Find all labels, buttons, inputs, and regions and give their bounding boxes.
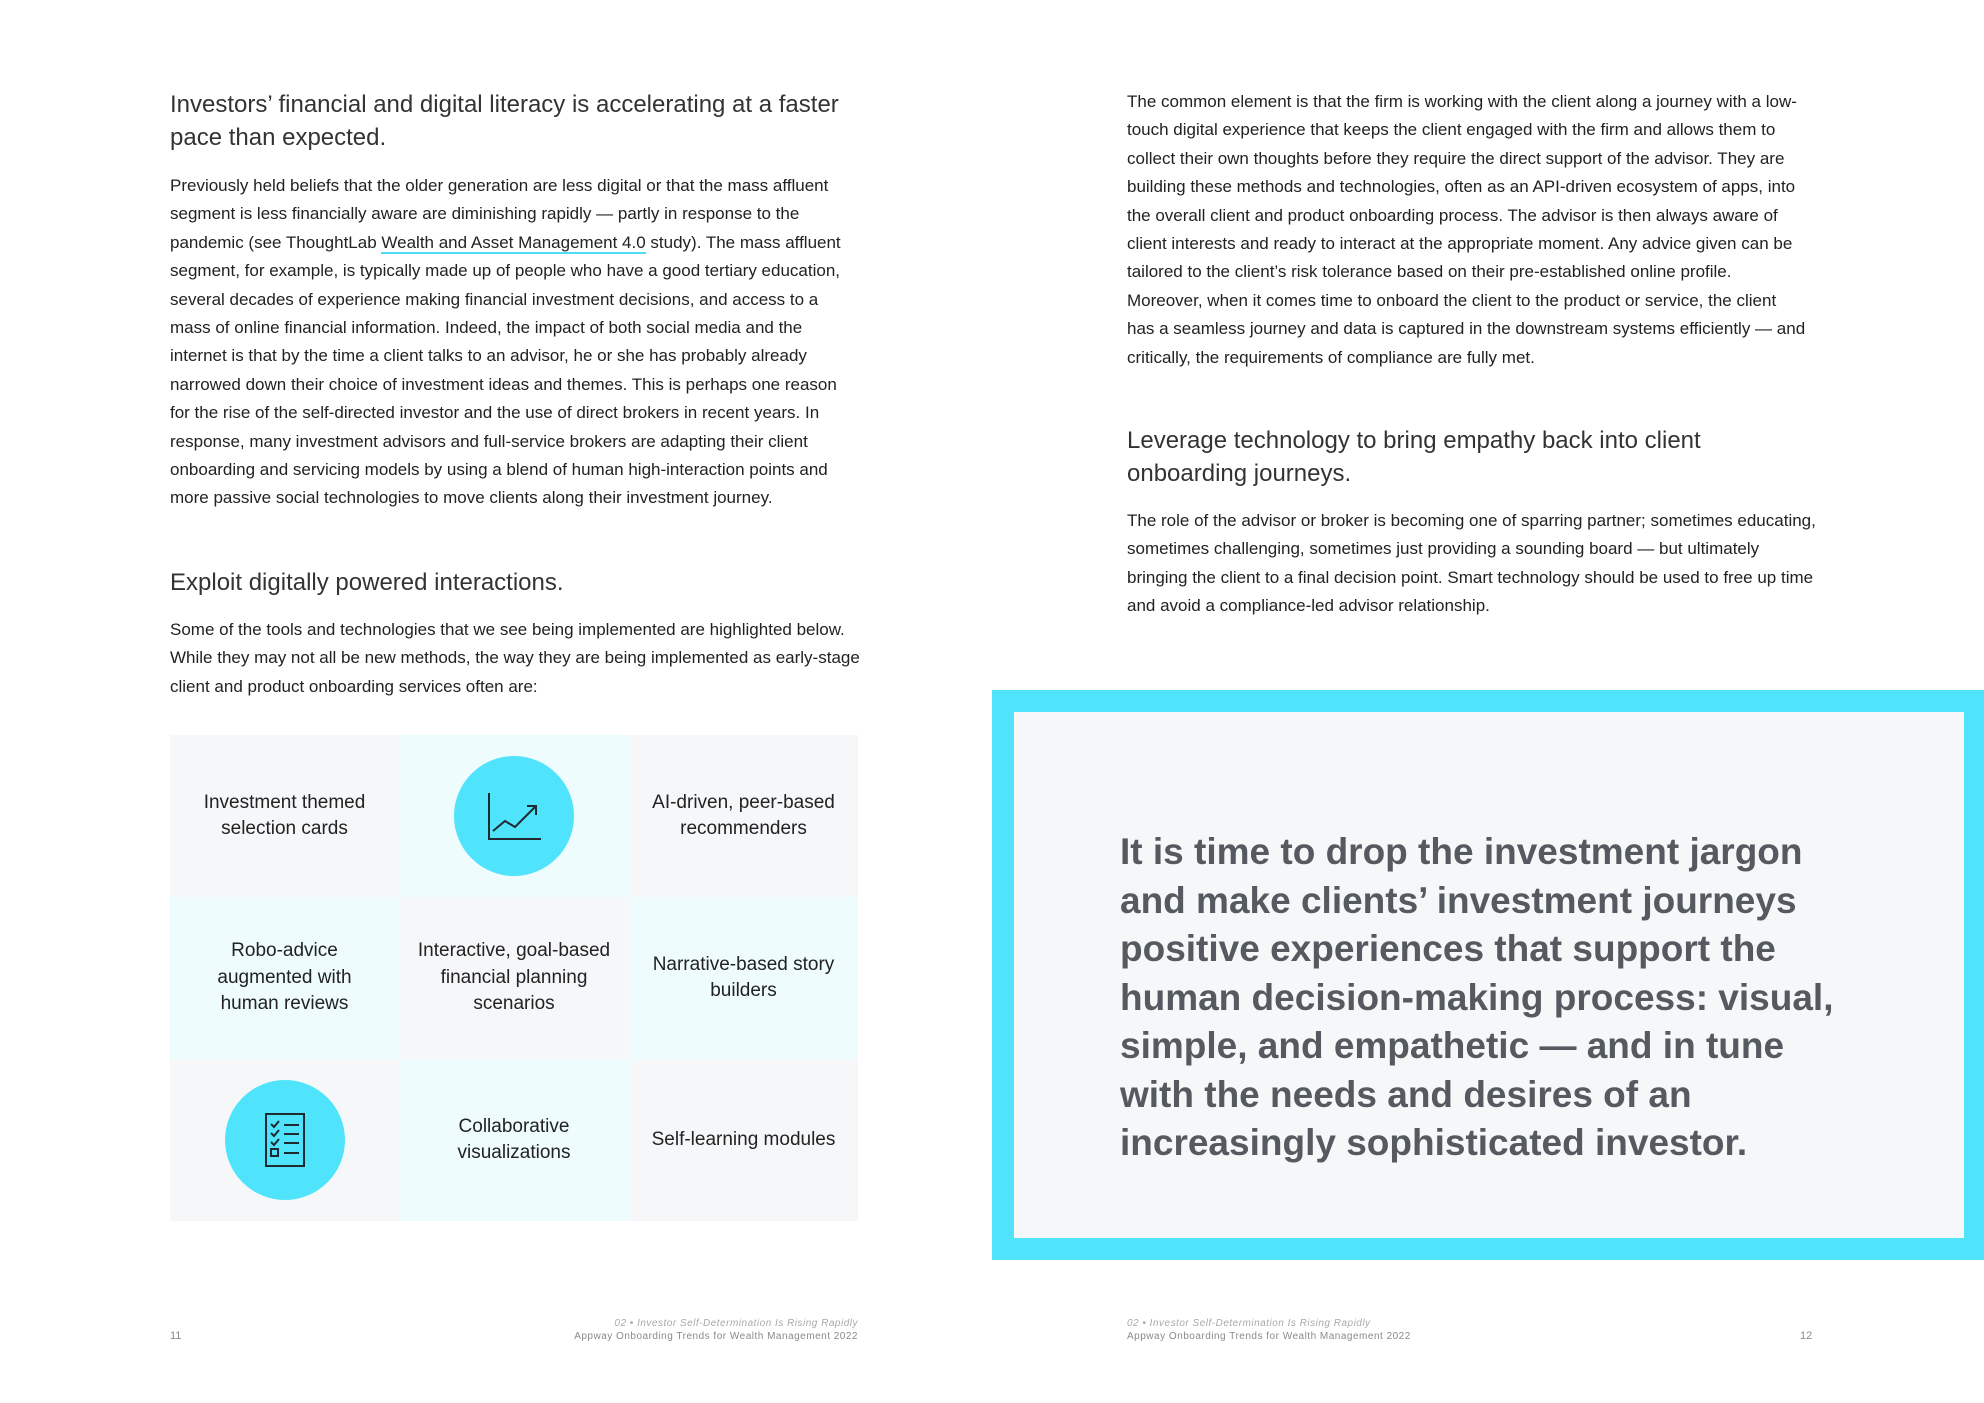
right-footer-meta (1127, 1317, 1411, 1343)
tile-chart-icon (399, 735, 629, 897)
left-footer-doc: Appway Onboarding Trends for Wealth Management 2022 (574, 1331, 858, 1342)
quote-inner (1014, 712, 1964, 1238)
tile-self-learning: Self-learning modules (629, 1059, 858, 1221)
tile-selection-cards: Investment themed selection cards (170, 735, 399, 897)
line-chart-icon (485, 789, 543, 843)
tile-checklist-icon (170, 1059, 399, 1221)
checklist-icon-circle (225, 1080, 345, 1200)
quote-box (992, 690, 1984, 1260)
right-footer-doc: Appway Onboarding Trends for Wealth Management 2022 (1127, 1331, 1411, 1342)
pull-quote: It is time to drop the investment jargon and make clients’ investment journeys positive experiences that support the human decision-making process: visual, simple, and empathetic — and in tune with the needs and desires of an increasingly sophisticated investor. (1120, 831, 1834, 1163)
right-page (992, 0, 1984, 1403)
chart-icon-circle (454, 756, 574, 876)
tools-grid (170, 735, 858, 1221)
tile-collaborative-visualizations: Collaborative visualizations (399, 1059, 629, 1221)
right-footer-section: 02 • Investor Self-Determination Is Rising Rapidly (1127, 1318, 1371, 1329)
tile-recommenders: AI-driven, peer-based recommenders (629, 735, 858, 897)
right-paragraph-common-element: The common element is that the firm is working with the client along a journey with a low-touch digital experience that keeps the client engaged with the firm and allows them to collect their own thoughts before they require the direct support of the advisor. They are building these methods and technologies, often as an API-driven ecosystem of apps, into the overall client and product onboarding process. The advisor is then always aware of client interests and ready to interact at the appropriate moment. Any advice given can be tailored to the client’s risk tolerance based on their pre-established online profile. Moreover, when it comes time to onboard the client to the product or service, the client has a seamless journey and data is captured in the downstream systems efficiently — and critically, the requirements of compliance are fully met. (1127, 92, 1806, 367)
left-heading-literacy: Investors’ financial and digital literacy is accelerating at a faster pace than expected. (170, 91, 839, 151)
para-text-after: study). The mass affluent segment, for example, is typically made up of people who have a good tertiary education, several decades of experience making financial investment decisions, and access to a mass of online financial information. Indeed, the impact of both social media and the internet is that by the time a client talks to an advisor, he or she has probably already narrowed down their choice of investment ideas and themes. This is perhaps one reason for the rise of the self-directed investor and the use of direct brokers in recent years. In response, many investment advisors and full-service brokers are adapting their client onboarding and servicing models by using a blend of human high-interaction points and more passive social technologies to move clients along their investment journey. (170, 232, 841, 508)
left-footer-meta (574, 1317, 858, 1343)
wealth-asset-management-link[interactable]: Wealth and Asset Management 4.0 (381, 232, 646, 252)
tile-planning-scenarios: Interactive, goal-based financial planning scenarios (399, 897, 629, 1059)
right-paragraph-advisor-role: The role of the advisor or broker is becoming one of sparring partner; sometimes educating, sometimes challenging, sometimes just providing a sounding board — but ultimately bringing the client to a final decision point. Smart technology should be used to free up time and avoid a compliance-led advisor relationship. (1127, 511, 1816, 616)
left-heading-exploit: Exploit digitally powered interactions. (170, 569, 564, 596)
para-text-before: Previously held beliefs that the older generation are less digital or that the mass affluent segment is less financially aware are diminishing rapidly — partly in response to the pandemic (see ThoughtLab (170, 176, 829, 252)
tile-story-builders: Narrative-based story builders (629, 897, 858, 1059)
left-footer-section: 02 • Investor Self-Determination Is Rising Rapidly (614, 1318, 858, 1329)
left-paragraph-tools: Some of the tools and technologies that we see being implemented are highlighted below. While they may not all be new methods, the way they are being implemented as early-stage client and product onboarding services often are: (170, 620, 860, 696)
checklist-icon (264, 1112, 306, 1168)
right-heading-empathy: Leverage technology to bring empathy back into client onboarding journeys. (1127, 427, 1701, 487)
right-page-number: 12 (1800, 1330, 1813, 1342)
left-paragraph-literacy (170, 172, 860, 513)
left-page-number: 11 (170, 1330, 182, 1342)
tile-robo-advice: Robo-advice augmented with human reviews (170, 897, 399, 1059)
